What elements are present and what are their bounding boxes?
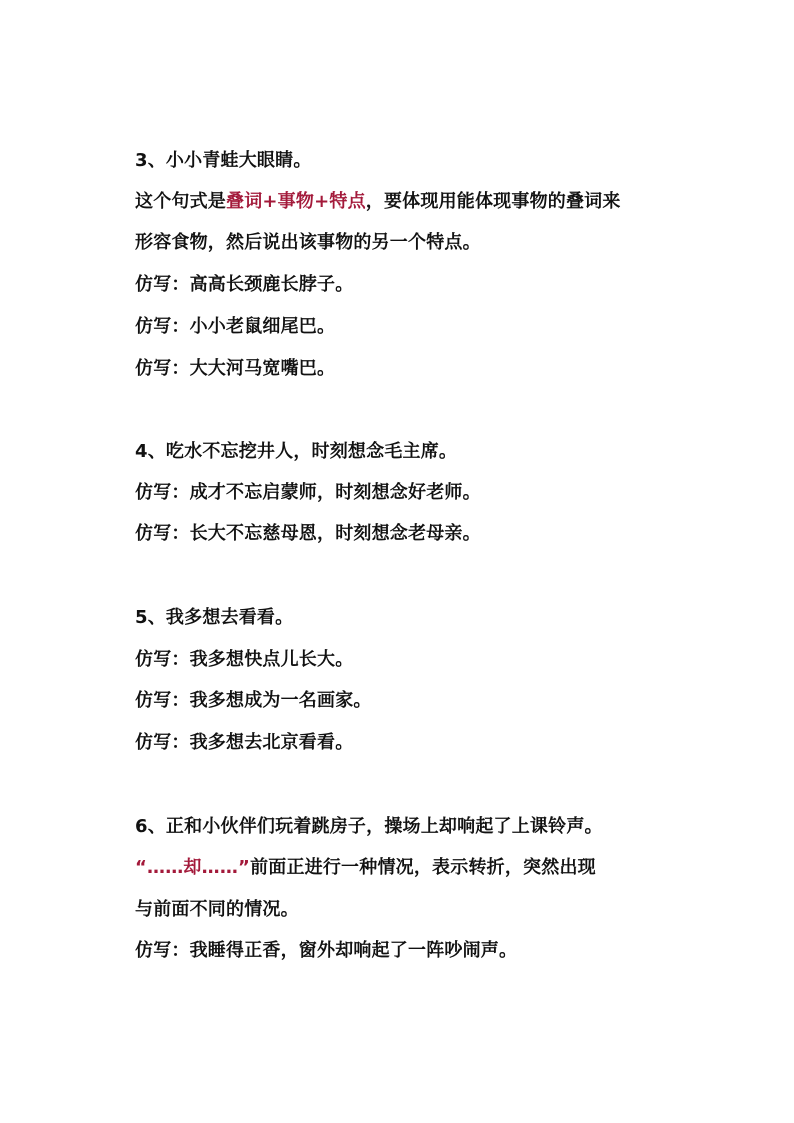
pattern-highlight: “……却……” [135, 857, 251, 878]
section-3-heading: 3、小小青蛙大眼睛。 [135, 150, 312, 171]
explanation-suffix: 前面正进行一种情况，表示转折，突然出现 [250, 857, 596, 878]
section-6-heading: 6、正和小伙伴们玩着跳房子，操场上却响起了上课铃声。 [135, 816, 603, 837]
explanation-suffix: ，要体现用能体现事物的叠词来 [365, 191, 621, 212]
section-5-heading: 5、我多想去看看。 [135, 607, 294, 628]
section-6-explanation-line-1 [135, 856, 596, 880]
pattern-highlight: 叠词+事物+特点 [226, 191, 366, 212]
section-3-explanation-line-2: 形容食物，然后说出该事物的另一个特点。 [135, 232, 481, 253]
section-3-explanation-line-1 [135, 190, 621, 214]
explanation-prefix: 这个句式是 [135, 191, 226, 212]
section-4-heading: 4、吃水不忘挖井人，时刻想念毛主席。 [135, 441, 458, 462]
section-3-example-2: 仿写：小小老鼠细尾巴。 [135, 316, 336, 337]
section-5-example-2: 仿写：我多想成为一名画家。 [135, 690, 372, 711]
section-6-example-1: 仿写：我睡得正香，窗外却响起了一阵吵闹声。 [135, 940, 518, 961]
section-6-explanation-line-2: 与前面不同的情况。 [135, 899, 299, 920]
section-5-example-1: 仿写：我多想快点儿长大。 [135, 649, 354, 670]
section-5-example-3: 仿写：我多想去北京看看。 [135, 732, 354, 753]
section-4-example-1: 仿写：成才不忘启蒙师，时刻想念好老师。 [135, 482, 481, 503]
section-4-example-2: 仿写：长大不忘慈母恩，时刻想念老母亲。 [135, 523, 481, 544]
section-3-example-1: 仿写：高高长颈鹿长脖子。 [135, 274, 354, 295]
section-3-example-3: 仿写：大大河马宽嘴巴。 [135, 358, 336, 379]
